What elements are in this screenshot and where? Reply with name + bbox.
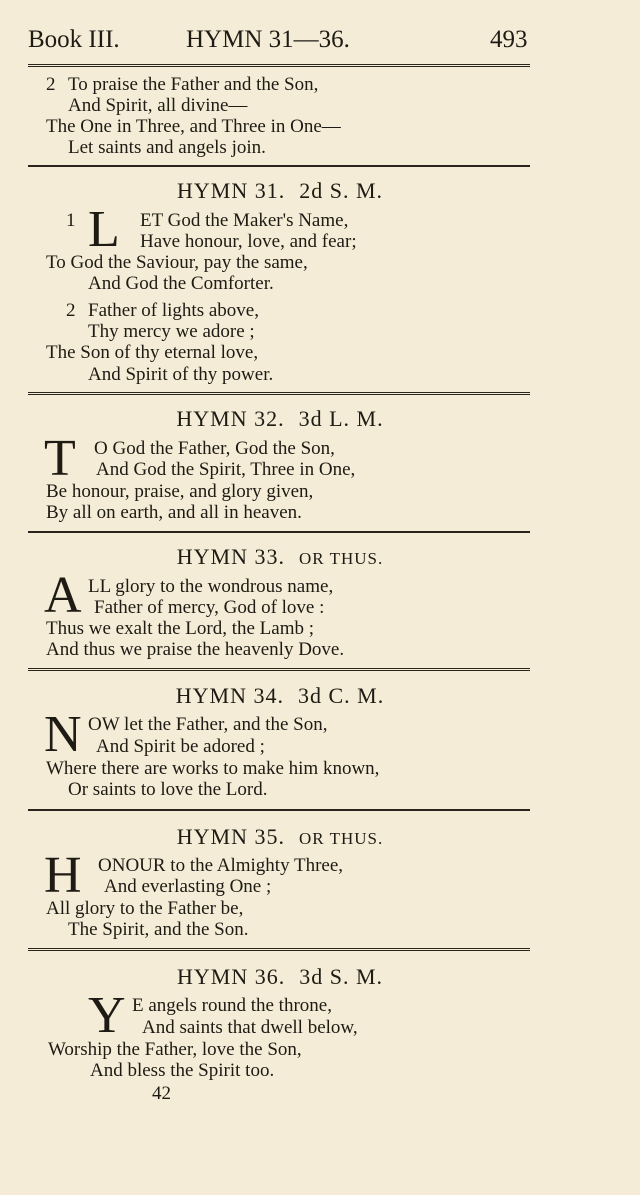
hymn-31-title (0, 178, 560, 204)
verse-line: Be honour, praise, and glory given, (46, 481, 314, 502)
verse-line: Or saints to love the Lord. (68, 779, 268, 800)
verse-line: Where there are works to make him known, (46, 758, 380, 779)
section-rule (28, 668, 530, 671)
verse-line: OW let the Father, and the Son, (88, 714, 328, 735)
hymn-34-title (0, 683, 560, 709)
hymn-35-title (0, 824, 560, 850)
header-rule (28, 64, 530, 67)
hymn-title: HYMN 33. (176, 544, 286, 569)
signature-mark: 42 (152, 1083, 171, 1104)
drop-cap: T (44, 430, 76, 487)
drop-cap: N (44, 706, 82, 763)
hymn-title: HYMN 31. (176, 178, 286, 203)
section-rule (28, 392, 530, 395)
drop-cap: L (88, 201, 120, 258)
section-rule (28, 531, 530, 533)
verse-line: And everlasting One ; (104, 876, 272, 897)
hymn-title: HYMN 36. (176, 964, 286, 989)
verse-line: Let saints and angels join. (68, 137, 266, 158)
verse-line: And God the Spirit, Three in One, (96, 459, 356, 480)
verse-line: The Son of thy eternal love, (46, 342, 259, 363)
section-rule (28, 809, 530, 811)
verse-line: Father of lights above, (88, 300, 259, 321)
drop-cap: H (44, 847, 82, 904)
hymn-title: HYMN 35. (176, 824, 286, 849)
verse-line: Worship the Father, love the Son, (48, 1039, 302, 1060)
verse-line: And Spirit of thy power. (88, 364, 274, 385)
verse-line: By all on earth, and all in heaven. (46, 502, 302, 523)
verse-line: To God the Saviour, pay the same, (46, 252, 308, 273)
hymn-meter: OR THUS. (299, 829, 384, 848)
verse-line: Have honour, love, and fear; (140, 231, 357, 252)
verse-number: 2 (46, 74, 56, 95)
verse-line: And Spirit be adored ; (96, 736, 265, 757)
verse-number: 2 (66, 300, 76, 321)
hymn-meter: 3d C. M. (297, 683, 385, 708)
verse-line: All glory to the Father be, (46, 898, 244, 919)
drop-cap: Y (88, 987, 126, 1044)
page-number: 493 (490, 26, 528, 53)
hymn-meter: OR THUS. (299, 549, 384, 568)
verse-number: 1 (66, 210, 76, 231)
verse-line: Father of mercy, God of love : (94, 597, 325, 618)
verse-line: To praise the Father and the Son, (68, 74, 319, 95)
drop-cap: A (44, 567, 82, 624)
section-rule (28, 948, 530, 951)
hymn-33-title (0, 544, 560, 570)
hymn-range: HYMN 31—36. (186, 26, 350, 53)
verse-line: And bless the Spirit too. (90, 1060, 275, 1081)
running-header (28, 26, 534, 60)
hymn-meter: 3d S. M. (299, 964, 384, 989)
hymn-32-title (0, 406, 560, 432)
hymn-meter: 3d L. M. (298, 406, 384, 431)
verse-line: The Spirit, and the Son. (68, 919, 249, 940)
verse-line: Thus we exalt the Lord, the Lamb ; (46, 618, 315, 639)
verse-line: E angels round the throne, (132, 995, 332, 1016)
verse-line: And saints that dwell below, (142, 1017, 358, 1038)
hymn-title: HYMN 34. (175, 683, 284, 708)
hymn-title: HYMN 32. (176, 406, 285, 431)
verse-line: ET God the Maker's Name, (140, 210, 349, 231)
verse-line: And thus we praise the heavenly Dove. (46, 639, 345, 660)
hymn-36-title (0, 964, 560, 990)
hymn-meter: 2d S. M. (299, 178, 384, 203)
verse-line: And Spirit, all divine— (68, 95, 248, 116)
section-rule (28, 165, 530, 167)
verse-line: The One in Three, and Three in One— (46, 116, 341, 137)
verse-line: LL glory to the wondrous name, (88, 576, 334, 597)
verse-line: And God the Comforter. (88, 273, 274, 294)
book-label: Book III. (28, 26, 120, 53)
verse-line: O God the Father, God the Son, (94, 438, 335, 459)
verse-line: ONOUR to the Almighty Three, (98, 855, 344, 876)
verse-line: Thy mercy we adore ; (88, 321, 255, 342)
